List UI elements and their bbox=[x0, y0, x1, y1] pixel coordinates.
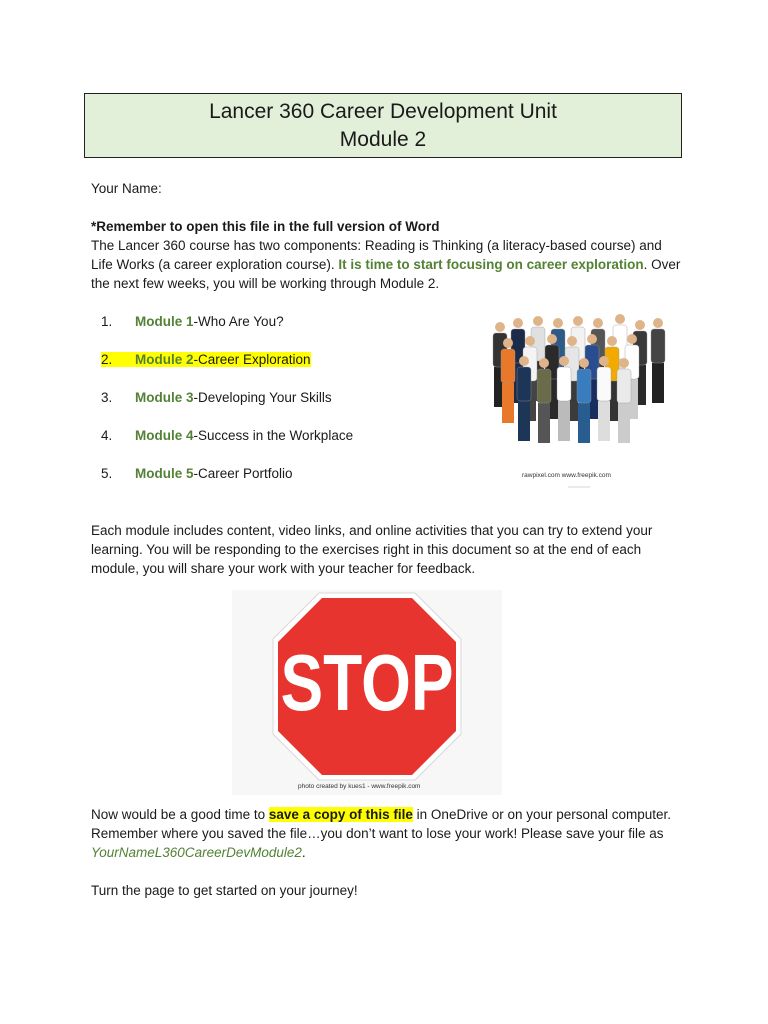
person-head bbox=[559, 356, 569, 366]
list-item bbox=[101, 350, 311, 369]
list-number: 3. bbox=[101, 390, 113, 405]
list-number: 2. bbox=[101, 352, 113, 367]
person-head bbox=[553, 318, 563, 328]
person-head bbox=[495, 322, 505, 332]
person-legs bbox=[618, 403, 630, 443]
save-part-3: . bbox=[301, 845, 306, 860]
list-item bbox=[101, 464, 293, 483]
person-legs bbox=[538, 403, 550, 443]
person-head bbox=[619, 358, 629, 368]
person-head bbox=[607, 336, 617, 346]
list-number: 4. bbox=[101, 428, 113, 443]
person-head bbox=[547, 334, 557, 344]
module-name: Module 1 bbox=[135, 314, 194, 329]
person-legs bbox=[558, 401, 570, 441]
intro-highlight: It is time to start focusing on career exploration bbox=[338, 257, 644, 272]
person-head bbox=[587, 334, 597, 344]
person-head bbox=[503, 338, 513, 348]
module-name: Module 3 bbox=[135, 390, 194, 405]
person-head bbox=[579, 358, 589, 368]
person-head bbox=[513, 318, 523, 328]
person-head bbox=[599, 356, 609, 366]
person-head bbox=[627, 334, 637, 344]
reminder-text: *Remember to open this file in the full version of Word bbox=[91, 219, 440, 234]
person-head bbox=[593, 318, 603, 328]
person-body bbox=[557, 367, 571, 401]
list-item bbox=[101, 426, 353, 445]
intro-part-2: . Over the next few weeks, you will be working through Module 2. bbox=[91, 257, 681, 291]
person-body bbox=[617, 369, 631, 403]
module-desc: -Success in the Workplace bbox=[193, 428, 354, 443]
intro-part-1: The Lancer 360 course has two components: Reading is Thinking (a literacy-based course) and Life Works (a career exploration course). bbox=[91, 238, 662, 272]
person-legs bbox=[598, 401, 610, 441]
module-name: Module 5 bbox=[135, 466, 194, 481]
module-desc: -Career Portfolio bbox=[193, 466, 293, 481]
person-head bbox=[567, 336, 577, 346]
people-caption: rawpixel.com www.freepik.com bbox=[522, 472, 611, 479]
your-name-label: Your Name: bbox=[91, 181, 162, 196]
module-desc: -Developing Your Skills bbox=[193, 390, 332, 405]
title-line-1: Lancer 360 Career Development Unit bbox=[209, 100, 557, 123]
person-body bbox=[517, 367, 531, 401]
person-head bbox=[533, 316, 543, 326]
title-box bbox=[84, 93, 682, 158]
person-body bbox=[501, 349, 515, 383]
save-part-1: Now would be a good time to bbox=[91, 807, 269, 822]
save-part-2: in OneDrive or on your personal computer. Remember where you saved the file…you don’t want to lose your work! Please save your file as bbox=[91, 807, 672, 841]
list-number: 5. bbox=[101, 466, 113, 481]
module-name: Module 2 bbox=[135, 352, 194, 367]
list-item bbox=[101, 312, 284, 331]
person-body bbox=[537, 369, 551, 403]
person-head bbox=[653, 318, 663, 328]
person-legs bbox=[518, 401, 530, 441]
module-desc: -Who Are You? bbox=[193, 314, 284, 329]
stop-caption: photo created by kues1 - www.freepik.com bbox=[298, 783, 421, 790]
list-item bbox=[101, 388, 332, 407]
careers-people-image bbox=[480, 305, 680, 500]
save-highlight: save a copy of this file bbox=[268, 807, 413, 822]
person-body bbox=[651, 329, 665, 363]
person-legs bbox=[652, 363, 664, 403]
person-legs bbox=[578, 403, 590, 443]
module-name: Module 4 bbox=[135, 428, 194, 443]
save-paragraph bbox=[91, 805, 681, 862]
person-head bbox=[539, 358, 549, 368]
list-number: 1. bbox=[101, 314, 113, 329]
stop-sign-image bbox=[232, 590, 502, 795]
person-head bbox=[635, 320, 645, 330]
title-line-2: Module 2 bbox=[339, 128, 427, 151]
person-body bbox=[597, 367, 611, 401]
intro-paragraph bbox=[91, 236, 681, 293]
module-info-paragraph: Each module includes content, video links, and online activities that you can try to extend your learning. You will be responding to the exercises right in this document so at the end of each module, you will share your work with your teacher for feedback. bbox=[91, 523, 653, 576]
module-desc: -Career Exploration bbox=[193, 352, 311, 367]
person-body bbox=[577, 369, 591, 403]
person-head bbox=[519, 356, 529, 366]
person-head bbox=[525, 336, 535, 346]
person-legs bbox=[502, 383, 514, 423]
closing-text: Turn the page to get started on your journey! bbox=[91, 883, 358, 898]
save-filename: YourNameL360CareerDevModule2 bbox=[91, 845, 302, 860]
stop-sign-text: STOP bbox=[280, 638, 454, 728]
person-head bbox=[573, 316, 583, 326]
person-head bbox=[615, 314, 625, 324]
